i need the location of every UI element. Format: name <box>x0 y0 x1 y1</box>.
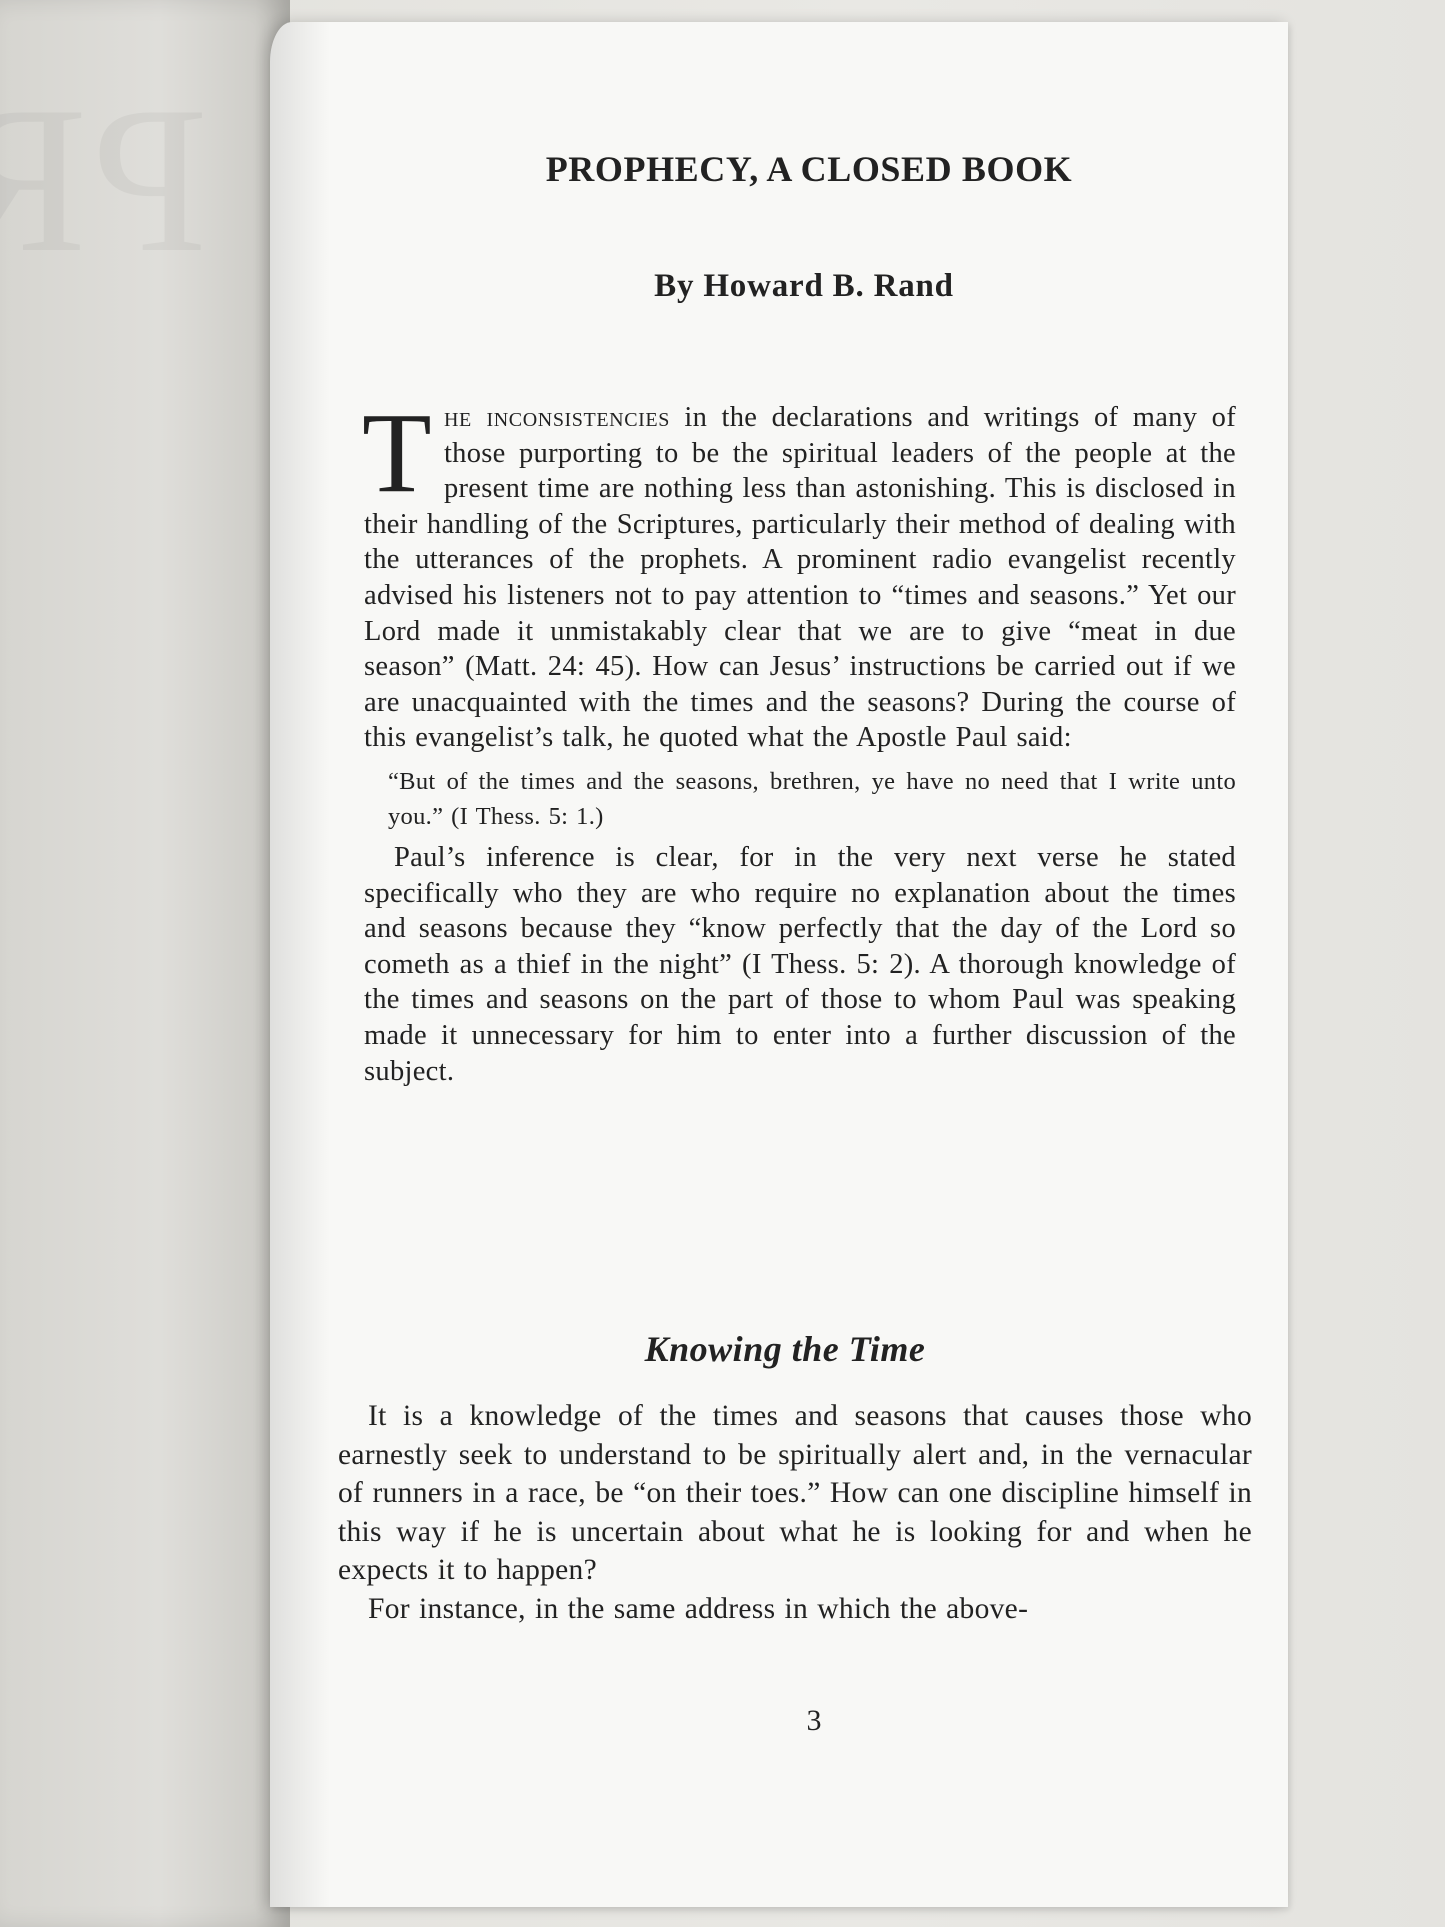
drop-cap-letter: T <box>362 389 432 516</box>
book-page <box>270 22 1288 1907</box>
left-page-bleed-through-text <box>0 60 208 301</box>
scripture-quote: “But of the times and the seasons, brethren, ye have no need that I write unto you.” (I Thess. 5: 1.) <box>388 767 1236 830</box>
lead-in-smallcaps: he inconsistencies <box>443 402 670 433</box>
author-byline: By Howard B. Rand <box>654 268 954 304</box>
page-number: 3 <box>806 1704 822 1737</box>
section-subheading: Knowing the Time <box>644 1329 926 1369</box>
left-facing-page <box>0 0 290 1927</box>
section-body <box>338 1397 1252 1628</box>
paragraph-1 <box>362 389 1236 756</box>
paragraph-3: It is a knowledge of the times and seasons that causes those who earnestly seek to understand to be spiritually alert and, in the vernacular of runners in a race, be “on their toes.” How can one discipline himself in this way if he is uncertain about what he is looking for and when he expects it to happen? <box>338 1400 1252 1586</box>
page-title: PROPHECY, A CLOSED BOOK <box>545 149 1073 189</box>
article-body <box>362 389 1236 1089</box>
paragraph-1-text: in the declarations and writings of many of those purporting to be the spiritual leaders of the people at the present time are nothing less than astonishing. This is disclosed in their handling of the Scriptures, particularly their method of dealing with the utterances of the prophets. A prominent radio evangelist recently advised his listeners not to pay attention to “times and seasons.” Yet our Lord made it unmistakably clear that we are to give “meat in due season” (Matt. 24: 45). How can Jesus’ instructions be carried out if we are unacquainted with the times and the seasons? During the course of this evangelist’s talk, he quoted what the Apostle Paul said: <box>364 402 1236 754</box>
paragraph-4: For instance, in the same address in which the above- <box>368 1592 1029 1625</box>
paragraph-2: Paul’s inference is clear, for in the very next verse he stated specifically who they are who require no explanation about the times and seasons because they “know perfectly that the day of the Lord so cometh as a thief in the night” (I Thess. 5: 2). A thorough knowledge of the times and seasons on the part of those to whom Paul was speaking made it unnecessary for him to enter into a further discussion of the subject. <box>364 841 1236 1087</box>
